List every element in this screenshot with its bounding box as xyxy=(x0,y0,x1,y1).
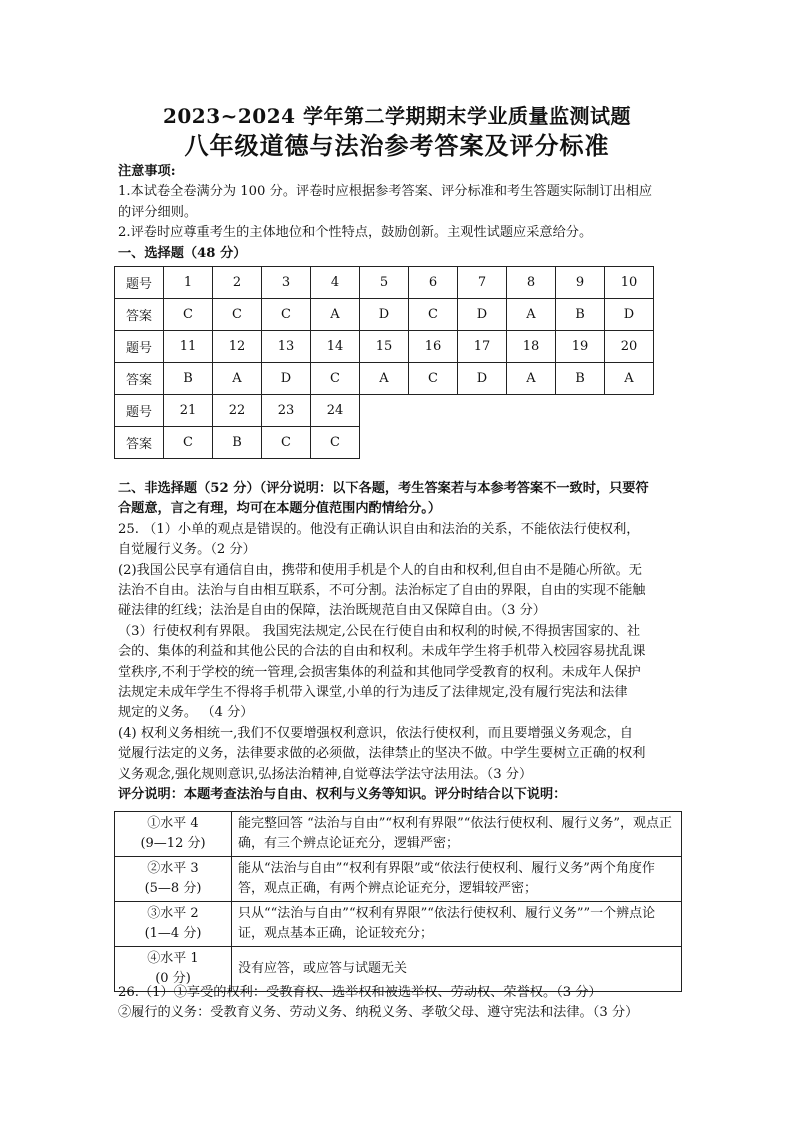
level-points: (0 分) xyxy=(155,971,191,986)
q-num: 24 xyxy=(311,395,360,427)
table-row xyxy=(115,299,654,331)
q-num: 4 xyxy=(311,267,360,299)
q25-part3: 堂秩序,不利于学校的统一管理,会损害集体的利益和其他同学受教育的权利。未成年人保护 xyxy=(118,664,641,680)
q-answer: A xyxy=(360,363,409,395)
num-label: 题号 xyxy=(115,395,164,427)
rubric-table xyxy=(114,811,682,992)
rubric-desc: 能从“法治与自由”“权利有界限”或“依法行使权利、履行义务”两个角度作答，观点正确，有两个辨点论证充分，逻辑较严密； xyxy=(232,857,682,902)
q-num: 19 xyxy=(556,331,605,363)
section1-heading: 一、选择题（48 分） xyxy=(118,245,247,261)
q-answer: D xyxy=(360,299,409,331)
q-answer: C xyxy=(409,299,458,331)
q26-duties: ②履行的义务：受教育义务、劳动义务、纳税义务、孝敬父母、遵守宪法和法律。（3 分） xyxy=(118,1005,639,1021)
q25-part4: 觉履行法定的义务，法律要求做的必须做，法律禁止的坚决不做。中学生要树立正确的权利 xyxy=(118,746,646,762)
q-answer: D xyxy=(458,299,507,331)
q-answer: C xyxy=(262,299,311,331)
empty-cell xyxy=(360,427,654,459)
q-answer: B xyxy=(213,427,262,459)
rubric-level xyxy=(115,902,232,947)
q-answer: C xyxy=(164,427,213,459)
level-name: ④水平 1 xyxy=(147,951,199,966)
q-answer: D xyxy=(458,363,507,395)
q26-section xyxy=(118,983,684,1024)
q-answer: B xyxy=(556,299,605,331)
empty-cell xyxy=(360,395,654,427)
q-answer: C xyxy=(409,363,458,395)
q-num: 16 xyxy=(409,331,458,363)
table-row xyxy=(115,902,682,947)
q-num: 12 xyxy=(213,331,262,363)
q-num: 22 xyxy=(213,395,262,427)
q-num: 9 xyxy=(556,267,605,299)
q-num: 10 xyxy=(605,267,654,299)
q-num: 20 xyxy=(605,331,654,363)
q-num: 15 xyxy=(360,331,409,363)
notes-item-1b: 的评分细则。 xyxy=(118,204,198,220)
q-num: 23 xyxy=(262,395,311,427)
q-num: 17 xyxy=(458,331,507,363)
level-name: ②水平 3 xyxy=(147,861,199,876)
table-row xyxy=(115,395,654,427)
table-row xyxy=(115,331,654,363)
q25-part3: 法规定未成年学生不得将手机带入课堂,小单的行为违反了法律规定,没有履行宪法和法律 xyxy=(118,685,628,701)
q-answer: A xyxy=(507,363,556,395)
q-num: 7 xyxy=(458,267,507,299)
q25-part3: 会的、集体的利益和其他公民的合法的自由和权利。未成年学生将手机带入校园容易扰乱课 xyxy=(118,644,646,660)
notes-section xyxy=(118,162,684,264)
q-answer: C xyxy=(213,299,262,331)
q-num: 8 xyxy=(507,267,556,299)
q-num: 2 xyxy=(213,267,262,299)
q-answer: A xyxy=(605,363,654,395)
q-answer: A xyxy=(311,299,360,331)
level-points: (5—8 分) xyxy=(144,881,202,896)
num-label: 题号 xyxy=(115,267,164,299)
rubric-desc: 没有应答，或应答与试题无关 xyxy=(232,947,682,992)
q-num: 3 xyxy=(262,267,311,299)
notes-item-2: 2.评卷时应尊重考生的主体地位和个性特点，鼓励创新。主观性试题应采意给分。 xyxy=(118,225,593,241)
level-name: ③水平 2 xyxy=(147,906,199,921)
q25-part2: (2)我国公民享有通信自由，携带和使用手机是个人的自由和权利,但自由不是随心所欲。无 xyxy=(118,562,642,578)
exam-title: 2023~2024 学年第二学期期末学业质量监测试题 xyxy=(162,104,632,128)
q-answer: A xyxy=(507,299,556,331)
rubric-level xyxy=(115,812,232,857)
q-num: 1 xyxy=(164,267,213,299)
q-answer: C xyxy=(164,299,213,331)
q25-part2: 法治不自由。法治与自由相互联系，不可分割。法治标定了自由的界限，自由的实现不能触 xyxy=(118,583,646,599)
table-row xyxy=(115,857,682,902)
q25-part4: 义务观念,强化规则意识,弘扬法治精神,自觉尊法学法守法用法。（3 分） xyxy=(118,766,533,782)
table-row xyxy=(115,267,654,299)
q-answer: B xyxy=(556,363,605,395)
q-num: 6 xyxy=(409,267,458,299)
q-answer: B xyxy=(164,363,213,395)
multiple-choice-table xyxy=(114,266,654,459)
ans-label: 答案 xyxy=(115,299,164,331)
q-answer: C xyxy=(262,427,311,459)
rubric-level xyxy=(115,857,232,902)
q-num: 5 xyxy=(360,267,409,299)
ans-label: 答案 xyxy=(115,363,164,395)
q-num: 13 xyxy=(262,331,311,363)
q25-part1: 自觉履行义务。（2 分） xyxy=(118,542,256,558)
section2-heading-b: 合题意，言之有理，均可在本题分值范围内酌情给分。） xyxy=(118,501,442,517)
num-label: 题号 xyxy=(115,331,164,363)
q-answer: A xyxy=(213,363,262,395)
q25-part3: 规定的义务。 （4 分） xyxy=(118,705,254,721)
q-answer: D xyxy=(605,299,654,331)
ans-label: 答案 xyxy=(115,427,164,459)
q-num: 21 xyxy=(164,395,213,427)
level-name: ①水平 4 xyxy=(147,816,199,831)
q25-part4: (4) 权利义务相统一,我们不仅要增强权利意识，依法行使权利，而且要增强义务观念，自 xyxy=(118,725,633,741)
q-answer: D xyxy=(262,363,311,395)
q-num: 18 xyxy=(507,331,556,363)
q25-part2: 碰法律的红线；法治是自由的保障，法治既规范自由又保障自由。（3 分） xyxy=(118,603,546,619)
level-points: (9—12 分) xyxy=(140,836,206,851)
rubric-desc: 能完整回答 “法治与自由”“权利有界限”“依法行使权利、履行义务”，观点正确，有三个辨点论证充分，逻辑严密； xyxy=(232,812,682,857)
rubric-desc: 只从““法治与自由”“权利有界限”“依法行使权利、履行义务””一个辨点论证，观点基本正确，论证较充分； xyxy=(232,902,682,947)
q26-rights: 26.（1）①享受的权利：受教育权、选举权和被选举权、劳动权、荣誉权。（3 分） xyxy=(118,985,602,1000)
q25-part1: 25. （1）小单的观点是错误的。他没有正确认识自由和法治的关系，不能依法行使权利， xyxy=(118,521,640,537)
table-row xyxy=(115,427,654,459)
q-answer: C xyxy=(311,427,360,459)
notes-item-1a: 1.本试卷全卷满分为 100 分。评卷时应根据参考答案、评分标准和考生答题实际制订出相应 xyxy=(118,184,653,200)
table-row xyxy=(115,363,654,395)
q-num: 14 xyxy=(311,331,360,363)
answer-key-title: 八年级道德与法治参考答案及评分标准 xyxy=(184,131,610,160)
section2-heading-a: 二、非选择题（52 分）（评分说明：以下各题，考生答案若与本参考答案不一致时，只要符 xyxy=(118,481,649,496)
section2 xyxy=(118,479,684,806)
q-num: 11 xyxy=(164,331,213,363)
scoring-note: 评分说明：本题考查法治与自由、权利与义务等知识。评分时结合以下说明： xyxy=(118,787,567,803)
table-row xyxy=(115,812,682,857)
notes-heading: 注意事项: xyxy=(118,164,176,179)
q25-part3: （3）行使权利有界限。 我国宪法规定,公民在行使自由和权利的时候,不得损害国家的、社 xyxy=(118,623,641,639)
q-answer: C xyxy=(311,363,360,395)
level-points: (1—4 分) xyxy=(144,926,202,941)
